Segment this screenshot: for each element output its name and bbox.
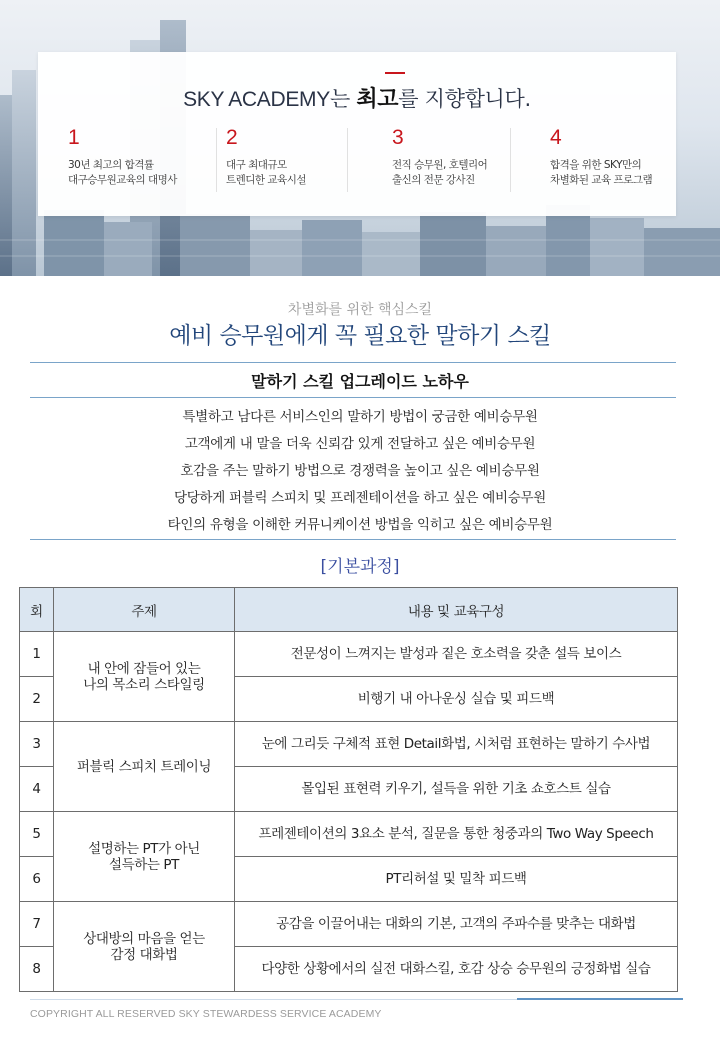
feature-text: 전직 승무원, 호텔리어 출신의 전문 강사진 [392, 159, 488, 186]
content-cell: 공감을 이끌어내는 대화의 기본, 고객의 주파수를 맞추는 대화법 [235, 902, 678, 947]
course-title: [기본과정] [320, 557, 400, 577]
feature-number: 3 [392, 126, 404, 149]
feature-number: 2 [226, 126, 238, 149]
hero-title: SKY ACADEMY는 최고를 지향합니다. [183, 87, 531, 112]
hero-title-emphasis: 최고 [356, 87, 399, 112]
target-audience-list [0, 404, 720, 539]
divider-line [30, 539, 676, 540]
table-row [20, 722, 678, 767]
header-topic: 주제 [54, 588, 235, 632]
round-cell: 2 [20, 677, 54, 722]
list-item: 특별하고 남다른 서비스인의 말하기 방법이 궁금한 예비승무원 [182, 409, 538, 425]
feature-divider [347, 128, 348, 192]
list-item: 당당하게 퍼블릭 스피치 및 프레젠테이션을 하고 싶은 예비승무원 [174, 490, 546, 506]
feature-item-4 [550, 126, 700, 188]
header-round: 회 [20, 588, 54, 632]
content-cell: 눈에 그리듯 구체적 표현 Detail화법, 시처럼 표현하는 말하기 수사법 [235, 722, 678, 767]
feature-text: 합격을 위한 SKY만의 차별화된 교육 프로그램 [550, 159, 653, 186]
topic-cell: 내 안에 잠들어 있는 나의 목소리 스타일링 [54, 632, 235, 722]
content-cell: PT리허설 및 밀착 피드백 [235, 857, 678, 902]
curriculum-table [19, 587, 678, 992]
divider-line [30, 397, 676, 398]
footer-accent-bar [517, 998, 683, 1000]
round-cell: 3 [20, 722, 54, 767]
topic-cell: 퍼블릭 스피치 트레이닝 [54, 722, 235, 812]
content-cell: 전문성이 느껴지는 발성과 짙은 호소력을 갖춘 설득 보이스 [235, 632, 678, 677]
table-header-row [20, 588, 678, 632]
feature-divider [216, 128, 217, 192]
academy-highlight-card [38, 52, 676, 216]
copyright-text: COPYRIGHT ALL RESERVED SKY STEWARDESS SERVICE ACADEMY [30, 1008, 382, 1020]
brand-name: SKY ACADEMY [183, 88, 330, 111]
list-item: 고객에게 내 말을 더욱 신뢰감 있게 전달하고 싶은 예비승무원 [184, 436, 536, 452]
table-row [20, 812, 678, 857]
feature-divider [510, 128, 511, 192]
feature-item-3 [392, 126, 542, 188]
feature-item-1 [68, 126, 218, 188]
hero-banner [0, 0, 720, 276]
round-cell: 8 [20, 947, 54, 992]
content-cell: 몰입된 표현력 키우기, 설득을 위한 기초 쇼호스트 실습 [235, 767, 678, 812]
round-cell: 4 [20, 767, 54, 812]
section-subtitle: 말하기 스킬 업그레이드 노하우 [251, 372, 469, 391]
list-item: 타인의 유형을 이해한 커뮤니케이션 방법을 익히고 싶은 예비승무원 [167, 517, 553, 533]
round-cell: 1 [20, 632, 54, 677]
round-cell: 5 [20, 812, 54, 857]
header-content: 내용 및 교육구성 [235, 588, 678, 632]
table-row [20, 632, 678, 677]
content-cell: 프레젠테이션의 3요소 분석, 질문을 통한 청중과의 Two Way Speech [235, 812, 678, 857]
divider-line [30, 362, 676, 363]
section-caption: 차별화를 위한 핵심스킬 [287, 302, 433, 318]
feature-number: 1 [68, 126, 80, 149]
table-row [20, 902, 678, 947]
feature-number: 4 [550, 126, 562, 149]
list-item: 호감을 주는 말하기 방법으로 경쟁력을 높이고 싶은 예비승무원 [180, 463, 540, 479]
content-cell: 비행기 내 아나운싱 실습 및 피드백 [235, 677, 678, 722]
feature-text: 대구 최대규모 트렌디한 교육시설 [226, 159, 306, 186]
round-cell: 7 [20, 902, 54, 947]
feature-item-2 [226, 126, 376, 188]
title-accent-bar [385, 72, 405, 74]
content-cell: 다양한 상황에서의 실전 대화스킬, 호감 상승 승무원의 긍정화법 실습 [235, 947, 678, 992]
round-cell: 6 [20, 857, 54, 902]
section-title: 예비 승무원에게 꼭 필요한 말하기 스킬 [169, 323, 551, 349]
topic-cell: 설명하는 PT가 아닌 설득하는 PT [54, 812, 235, 902]
feature-text: 30년 최고의 합격률 대구승무원교육의 대명사 [68, 159, 177, 186]
topic-cell: 상대방의 마음을 얻는 감정 대화법 [54, 902, 235, 992]
